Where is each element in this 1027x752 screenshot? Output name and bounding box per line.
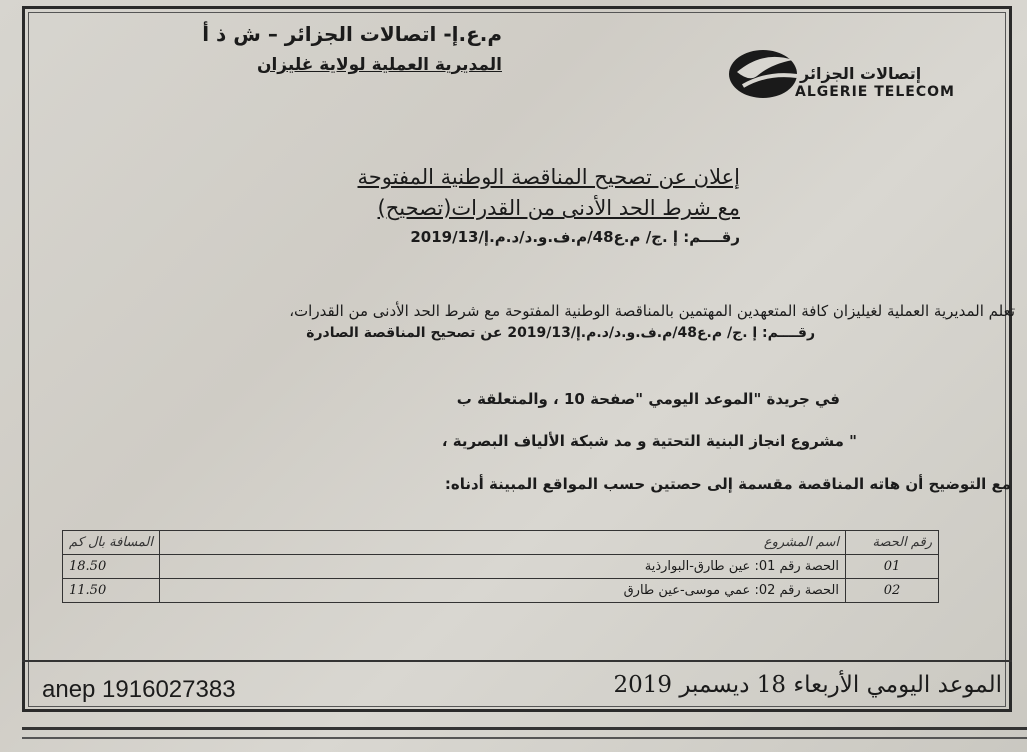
lot-number: 02 bbox=[846, 579, 939, 603]
table-row bbox=[63, 579, 939, 603]
header-project-name: اسم المشروع bbox=[160, 531, 846, 555]
ad-title-line1: إعلان عن تصحيح المناقصة الوطنية المفتوحة bbox=[357, 165, 740, 189]
org-line: م.ع.إ- اتصالات الجزائر – ش ذ أ bbox=[202, 22, 502, 46]
header-distance: المسافة بال كم bbox=[63, 531, 160, 555]
body-paragraph-5: مع التوضيح أن هاته المناقصة مقسمة إلى حصتين حسب المواقع المبينة أدناه: bbox=[444, 475, 1011, 493]
body-paragraph-1: تعلم المديرية العملية لغيليزان كافة المتعهدين المهتمين بالمناقصة الوطنية المفتوحة مع شرط الحد الأدنى من القدرات، bbox=[289, 302, 1015, 320]
header-lot-number: رقم الحصة bbox=[846, 531, 939, 555]
publication-line: الموعد اليومي الأربعاء 18 ديسمبر 2019 bbox=[613, 672, 1002, 698]
page-bottom-rule bbox=[22, 727, 1027, 730]
project-name: الحصة رقم 01: عين طارق-البوارذية bbox=[160, 555, 846, 579]
lot-number: 01 bbox=[846, 555, 939, 579]
body-paragraph-2: رقــــم: إ .ج/ م.ع48/م.ف.و.د/د.م.إ/2019/13 عن تصحيح المناقصة الصادرة bbox=[306, 325, 815, 341]
ad-title-line2: مع شرط الحد الأدنى من القدرات(تصحيح) bbox=[377, 196, 740, 220]
logo-latin-text: ALGERIE TELECOM bbox=[795, 84, 955, 100]
table-header-row bbox=[63, 531, 939, 555]
algerie-telecom-logo-icon bbox=[723, 42, 803, 102]
body-paragraph-4: " مشروع انجاز البنية التحتية و مد شبكة الألياف البصرية ، bbox=[441, 432, 857, 450]
page-bottom-rule-secondary bbox=[22, 737, 1027, 739]
tender-number: رقــــم: إ .ج/ م.ع48/م.ف.و.د/د.م.إ/2019/13 bbox=[410, 228, 740, 246]
logo-arabic-text: إتصالات الجزائر bbox=[800, 64, 922, 83]
distance-km: 11.50 bbox=[63, 579, 160, 603]
distance-km: 18.50 bbox=[63, 555, 160, 579]
directorate-name: المديرية العملية لولاية غليزان bbox=[256, 55, 502, 75]
anep-code: anep 1916027383 bbox=[42, 676, 236, 703]
lots-table bbox=[62, 530, 939, 603]
body-paragraph-3: في جريدة "الموعد اليومي "صفحة 10 ، والمتعلقة ب bbox=[456, 390, 840, 408]
project-name: الحصة رقم 02: عمي موسى-عين طارق bbox=[160, 579, 846, 603]
footer-divider bbox=[22, 660, 1012, 662]
table-row bbox=[63, 555, 939, 579]
